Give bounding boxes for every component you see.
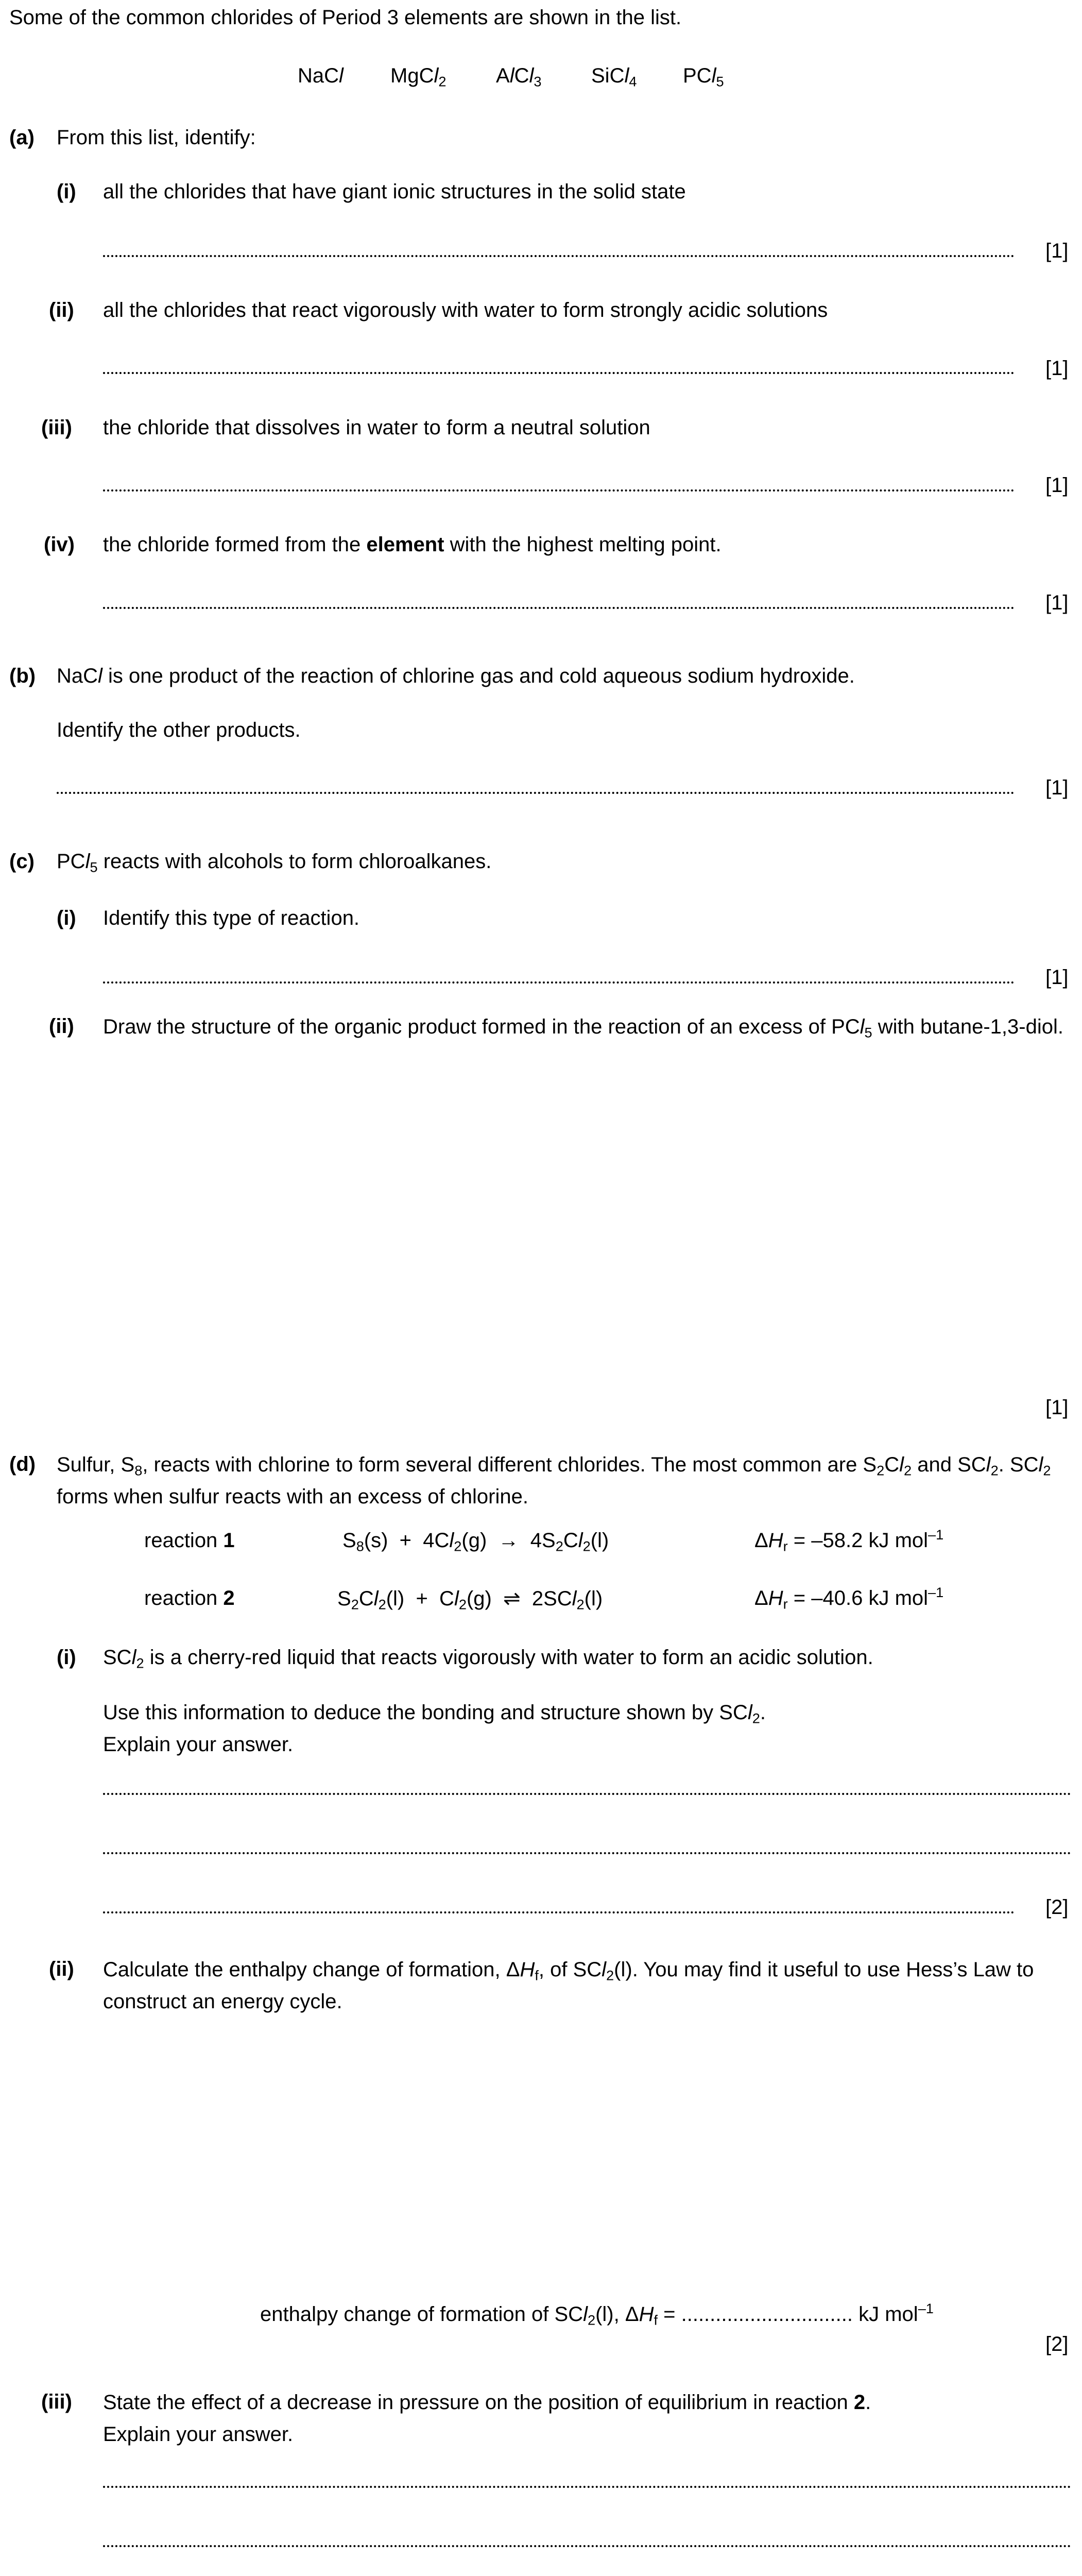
mark-a-iii: [1] (1045, 474, 1069, 497)
part-d-i-label: (i) (57, 1646, 76, 1669)
answer-line[interactable] (103, 1793, 1071, 1795)
part-b-stem: NaCl is one product of the reaction of chlorine gas and cold aqueous sodium hydroxide. (57, 665, 855, 687)
part-a-ii-label: (ii) (49, 299, 74, 321)
answer-line[interactable] (103, 489, 1015, 492)
part-b-label: (b) (9, 665, 36, 687)
part-d-ii-text: Calculate the enthalpy change of formation, $\Delta H_f$, of SCl$_2$(l). You may find it useful to use Hess’s Law to construct an energy cycle. (103, 1958, 1034, 2013)
reaction-2-label: reaction 2 (144, 1587, 235, 1609)
part-c-ii-label: (ii) (49, 1015, 74, 1038)
part-c-stem: PCl$_5$ reacts with alcohols to form chloroalkanes. (57, 850, 492, 875)
answer-line[interactable] (103, 372, 1015, 374)
answer-line[interactable] (103, 2545, 1071, 2547)
part-d-label: (d) (9, 1453, 36, 1476)
mark-b: [1] (1045, 776, 1069, 799)
reaction-2-equation: $S_2Cl_2(l) + Cl_2(g)$ ⇌ 2SCl$_2$(l) (337, 1587, 603, 1613)
part-a-stem: From this list, identify: (57, 126, 256, 149)
chloride-alcl3: AlCl$_3$ (496, 64, 542, 90)
part-d-i-text-a: SCl$_2$ is a cherry-red liquid that reacts vigorously with water to form an acidic solution. (103, 1646, 873, 1671)
answer-line[interactable] (103, 1911, 1015, 1913)
answer-line[interactable] (103, 981, 1015, 984)
mark-c-i: [1] (1045, 966, 1069, 989)
mark-a-i: [1] (1045, 240, 1069, 262)
answer-line[interactable] (103, 607, 1015, 609)
part-d-iii-label: (iii) (41, 2391, 72, 2413)
reaction-1-equation: $S_8(s) + 4Cl_2(g) \to 4S_2Cl_2(l)$ (342, 1529, 609, 1554)
part-d-ii-answer-line[interactable]: enthalpy change of formation of SCl$_2$(l), $\Delta H_f$ = .............................. kJ mol$^{-1}$ (260, 2300, 934, 2328)
part-a-iv-bold: element (366, 533, 444, 556)
answer-line[interactable] (103, 255, 1015, 257)
part-a-iii-label: (iii) (41, 416, 72, 439)
reaction-2-enthalpy: $\Delta H_r = -40.6$ kJ mol$^{-1}$ (754, 1584, 944, 1612)
mark-d-i: [2] (1045, 1896, 1069, 1919)
part-a-iv-pre: the chloride formed from the (103, 533, 367, 556)
chloride-pcl5: PCl$_5$ (683, 64, 724, 90)
mark-d-ii: [2] (1045, 2333, 1069, 2355)
answer-line[interactable] (103, 1852, 1071, 1854)
part-c-ii-text: Draw the structure of the organic product formed in the reaction of an excess of PCl$_5$ with butane-1,3-diol. (103, 1015, 1063, 1041)
part-d-stem: Sulfur, $S_8$, reacts with chlorine to form several different chlorides. The most common are $S_2Cl_2$ and SCl$_2$. SCl$_2$ forms when sulfur reacts with an excess of chlorine. (57, 1453, 1051, 1508)
reaction-1-label: reaction 1 (144, 1529, 235, 1552)
part-a-ii-text: all the chlorides that react vigorously with water to form strongly acidic solutions (103, 299, 828, 321)
answer-line[interactable] (103, 2486, 1071, 2488)
part-a-iv-text (103, 533, 722, 556)
chloride-sicl4: SiCl$_4$ (591, 64, 637, 90)
part-a-iv-post: with the highest melting point. (444, 533, 722, 556)
part-a-label: (a) (9, 126, 35, 149)
part-d-i-text-b: Use this information to deduce the bonding and structure shown by SCl$_2$. Explain your answer. (103, 1701, 766, 1756)
part-d-ii-label: (ii) (49, 1958, 74, 1980)
mark-a-iv: [1] (1045, 591, 1069, 614)
part-a-i-text: all the chlorides that have giant ionic structures in the solid state (103, 180, 686, 203)
part-a-iv-label: (iv) (44, 533, 75, 556)
part-c-i-text: Identify this type of reaction. (103, 907, 360, 929)
mark-c-ii: [1] (1045, 1396, 1069, 1419)
intro-text: Some of the common chlorides of Period 3 elements are shown in the list. (9, 6, 682, 29)
part-c-i-label: (i) (57, 907, 76, 929)
answer-line[interactable] (57, 792, 1015, 794)
part-a-i-label: (i) (57, 180, 76, 203)
part-a-iii-text: the chloride that dissolves in water to form a neutral solution (103, 416, 650, 439)
mark-a-ii: [1] (1045, 357, 1069, 380)
chloride-mgcl2: MgCl$_2$ (390, 64, 446, 90)
reaction-1-enthalpy: $\Delta H_r = -58.2$ kJ mol$^{-1}$ (754, 1527, 944, 1554)
part-c-label: (c) (9, 850, 35, 873)
chloride-nacl: NaCl (298, 64, 344, 87)
part-d-iii-text: State the effect of a decrease in pressure on the position of equilibrium in reaction 2. Explain your answer. (103, 2391, 871, 2446)
part-b-question: Identify the other products. (57, 719, 301, 741)
